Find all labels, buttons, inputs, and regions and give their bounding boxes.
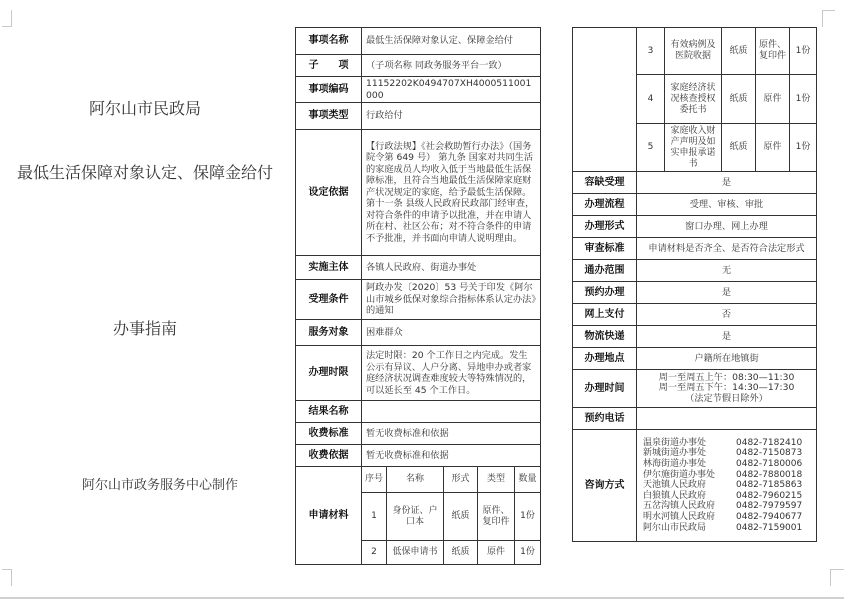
type: 原件、复印件: [478, 493, 515, 541]
contact-phone: 0482-7960215: [736, 490, 803, 501]
row-consult: [573, 430, 817, 542]
value: 阿政办发〔2020〕53 号关于印发《阿尔山市城乡低保对象综合指标体系认定办法》的通知: [362, 280, 541, 320]
row-fee-standard: [296, 423, 541, 445]
value: 是: [637, 282, 817, 304]
value: 窗口办理、网上办理: [637, 216, 817, 238]
row-fee-basis: [296, 445, 541, 467]
value: 困难群众: [362, 320, 541, 346]
row-review: [573, 238, 817, 260]
crop-mark-bottom-left: [2, 569, 12, 586]
guide-table-right: [572, 27, 817, 542]
crop-mark-top-left: [2, 10, 12, 27]
value: [637, 408, 817, 430]
value: 各镇人民政府、街道办事处: [362, 256, 541, 280]
value: 否: [637, 304, 817, 326]
value: 【行政法规】《社会救助暂行办法》（国务院令第 649 号） 第九条 国家对共同生活的家庭成员人均收入低于当地最低生活保障标准，且符合当地最低生活保障家庭财产状况规定的家庭，给予最低生活保障。 第十一条 县级人民政府民政部门经审查，对符合条件的申请予以批准，并在申请人所在村、社区公布；对不符合条件的申请不予批准，并书面向申请人说明理由。: [362, 130, 541, 256]
name: 家庭经济状况核查授权委托书: [665, 75, 722, 124]
qty: 1份: [515, 493, 541, 541]
contact-name: 天池镇人民政府: [643, 480, 707, 491]
label: 收费标准: [296, 423, 362, 445]
label: 预约办理: [573, 282, 637, 304]
contact-name: 新城街道办事处: [643, 448, 707, 459]
value: 最低生活保障对象认定、保障金给付: [362, 28, 541, 55]
contact-phone: 0482-7880018: [736, 469, 803, 480]
value: 行政给付: [362, 103, 541, 130]
row-appointment: [573, 282, 817, 304]
contact-phone: 0482-7150873: [736, 448, 803, 459]
row-form: [573, 216, 817, 238]
contact-phone: 0482-7159001: [736, 522, 803, 533]
contact-item: [643, 491, 808, 502]
value: 暂无收费标准和依据: [362, 423, 541, 445]
contact-list: [637, 430, 817, 542]
label: 受理条件: [296, 280, 362, 320]
label: 申请材料: [296, 467, 362, 565]
contact-item: [643, 501, 808, 512]
value: 11152202K0494707XH4000511001000: [362, 77, 541, 103]
row-item-code: [296, 77, 541, 103]
row-phone: [573, 408, 817, 430]
row-target: [296, 320, 541, 346]
contact-phone: 0482-7979597: [736, 501, 803, 512]
guide-table-left: [295, 27, 541, 565]
contact-item: [643, 438, 808, 449]
header-no: 序号: [362, 467, 387, 493]
contact-name: 温泉街道办事处: [643, 437, 707, 448]
label: 办理时间: [573, 370, 637, 408]
value: [362, 401, 541, 423]
hours-note: （法定节假日除外）: [685, 392, 768, 404]
label: 事项编码: [296, 77, 362, 103]
label: 容缺受理: [573, 172, 637, 194]
label: 服务对象: [296, 320, 362, 346]
row-online-pay: [573, 304, 817, 326]
row-hours: [573, 370, 817, 408]
form: 纸质: [444, 541, 478, 565]
value: 受理、审核、审批: [637, 194, 817, 216]
name: 有效病例及医院收据: [665, 28, 722, 75]
header-qty: 数量: [515, 467, 541, 493]
cover-title: 最低生活保障对象认定、保障金给付: [16, 163, 273, 182]
contact-name: 阿尔山市民政局: [643, 522, 707, 533]
form: 纸质: [722, 28, 756, 75]
label: 办理形式: [573, 216, 637, 238]
contact-phone: 0482-7182410: [736, 437, 803, 448]
value: 法定时限：20 个工作日之内完成。发生公示有异议、人户分离、异地申办或者家庭经济状况调查难度较大等特殊情况的，可以延长至 45 个工作日。: [362, 346, 541, 401]
label: 设定依据: [296, 130, 362, 256]
material-row: [573, 28, 817, 75]
contact-phone: 0482-7940677: [736, 511, 803, 522]
row-sub-item: [296, 55, 541, 77]
row-subject: [296, 256, 541, 280]
row-delivery: [573, 326, 817, 348]
hours-morning: 周一至周五上午：08:30—11:30: [658, 371, 795, 383]
value: 户籍所在地镇街: [637, 348, 817, 370]
row-scope: [573, 260, 817, 282]
row-tolerance: [573, 172, 817, 194]
row-process: [573, 194, 817, 216]
type: 原件: [756, 75, 790, 124]
contact-phone: 0482-7180006: [736, 459, 803, 470]
contact-item: [643, 470, 808, 481]
contact-name: 明水河镇人民政府: [643, 511, 716, 522]
row-item-type: [296, 103, 541, 130]
label: 预约电话: [573, 408, 637, 430]
label: 咨询方式: [573, 430, 637, 542]
row-conditions: [296, 280, 541, 320]
row-location: [573, 348, 817, 370]
producer-credit: 阿尔山市政务服务中心制作: [81, 478, 238, 493]
row-item-name: [296, 28, 541, 55]
name: 家庭收入财产声明及如实申报承诺书: [665, 124, 722, 172]
qty: 1份: [515, 541, 541, 565]
value: 无: [637, 260, 817, 282]
label: 办理时限: [296, 346, 362, 401]
label: 收费依据: [296, 445, 362, 467]
form: 纸质: [444, 493, 478, 541]
value: （子项名称 同政务服务平台一致）: [362, 55, 541, 77]
label: 事项类型: [296, 103, 362, 130]
form: 纸质: [722, 124, 756, 172]
type: 原件: [756, 124, 790, 172]
label: 审查标准: [573, 238, 637, 260]
label: 事项名称: [296, 28, 362, 55]
contact-phone: 0482-7185863: [736, 480, 803, 491]
contact-item: [643, 512, 808, 523]
value: 申请材料是否齐全、是否符合法定形式: [637, 238, 817, 260]
header-type: 类型: [478, 467, 515, 493]
contact-name: 五岔沟镇人民政府: [643, 501, 716, 512]
crop-mark-top-right: [822, 10, 835, 27]
materials-continued-label: [573, 28, 637, 172]
agency-name: 阿尔山市民政局: [88, 99, 201, 118]
row-basis: [296, 130, 541, 256]
value: [637, 370, 817, 408]
contact-item: [643, 459, 808, 470]
label: 子 项: [296, 55, 362, 77]
name: 身份证、户口本: [387, 493, 444, 541]
row-result: [296, 401, 541, 423]
no: 3: [637, 28, 665, 75]
qty: 1份: [790, 75, 817, 124]
label: 通办范围: [573, 260, 637, 282]
label: 办理流程: [573, 194, 637, 216]
hours-afternoon: 周一至周五下午：14:30—17:30: [658, 382, 795, 394]
contact-item: [643, 480, 808, 491]
row-time-limit: [296, 346, 541, 401]
contact-name: 林海街道办事处: [643, 459, 707, 470]
no: 5: [637, 124, 665, 172]
no: 2: [362, 541, 387, 565]
form: 纸质: [722, 75, 756, 124]
type: 原件、复印件: [756, 28, 790, 75]
value: 是: [637, 326, 817, 348]
label: 结果名称: [296, 401, 362, 423]
qty: 1份: [790, 28, 817, 75]
label: 物流快递: [573, 326, 637, 348]
type: 原件: [478, 541, 515, 565]
name: 低保申请书: [387, 541, 444, 565]
no: 4: [637, 75, 665, 124]
materials-header-row: [296, 467, 541, 493]
no: 1: [362, 493, 387, 541]
contact-item: [643, 448, 808, 459]
contact-name: 伊尔施街道办事处: [643, 469, 716, 480]
header-name: 名称: [387, 467, 444, 493]
value: 是: [637, 172, 817, 194]
guide-heading: 办事指南: [112, 319, 177, 338]
contact-item: [643, 523, 808, 534]
value: 暂无收费标准和依据: [362, 445, 541, 467]
label: 办理地点: [573, 348, 637, 370]
label: 网上支付: [573, 304, 637, 326]
contact-name: 白狼镇人民政府: [643, 490, 707, 501]
qty: 1份: [790, 124, 817, 172]
crop-mark-bottom-right: [830, 569, 844, 586]
header-form: 形式: [444, 467, 478, 493]
label: 实施主体: [296, 256, 362, 280]
